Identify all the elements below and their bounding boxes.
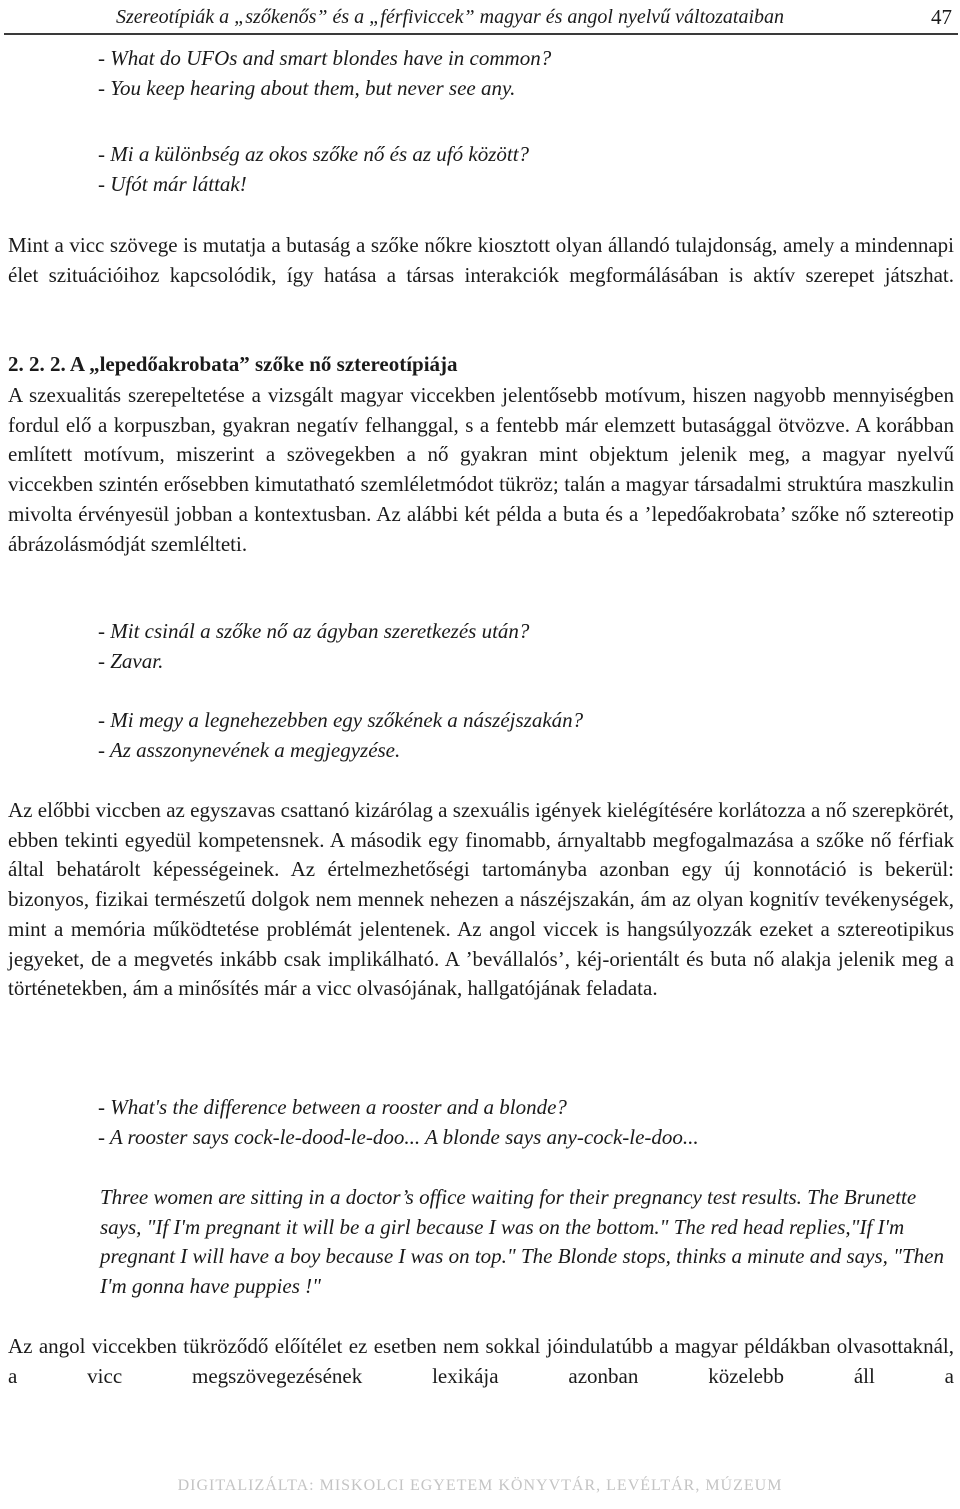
paragraph-butasag: Mint a vicc szövege is mutatja a butaság a szőke nőkre kiosztott olyan állandó tulajdonság, amely a mindennapi élet szituációihoz kapcsolódik, így hatása a társas interakciók megformálásában is aktív szerepet játszhat.	[8, 233, 954, 287]
joke-answer: - Az asszonynevének a megjegyzése.	[98, 737, 401, 762]
joke-naszejszaka	[98, 706, 583, 765]
joke-agyban	[98, 617, 529, 676]
joke-rooster	[98, 1093, 699, 1152]
paragraph-elobbi-vicc: Az előbbi viccben az egyszavas csattanó kizárólag a szexuális igények kielégítésére korlátozza a nő szerepkörét, ebben tekinti egyedül kompetensnek. A második egy finomabb, árnyaltabb megfogalmazása a szőke nő férfiak által behatárolt képességeinek. Az értelmezhetőségi tartományba azonban egy új konnotáció is bekerül: bizonyos, fizikai természetű dolgok nem mennek nehezen a nászéjszakán, ám az olyan kognitív tevékenységek, mint a memória működtetése problémát jelentenek. Az angol viccek is hangsúlyozzák ezeket a sztereotipikus jegyeket, de a megvetés inkább csak implikálható. A ’bevállalós’, kéj-orientált és buta nő alakja jelenik meg a történetekben, ám a minősítés már a vicc olvasójának, hallgatójának feladata.	[8, 798, 954, 1001]
joke-answer: - Ufót már láttak!	[98, 171, 247, 196]
joke-answer: - A rooster says cock-le-dood-le-doo... A blonde says any-cock-le-doo...	[98, 1124, 699, 1149]
section-heading: 2. 2. 2. A „lepedőakrobata” szőke nő sztereotípiája	[8, 352, 458, 376]
story-pregnancy-test: Three women are sitting in a doctor’s office waiting for their pregnancy test results. The Brunette says, "If I'm pregnant it will be a girl because I was on the bottom." The red head replies,"If I'm pregnant I will have a boy because I was on top." The Blonde stops, thinks a minute and says, "Then I'm gonna have puppies !"	[100, 1185, 944, 1299]
joke-answer: - You keep hearing about them, but never see any.	[98, 75, 516, 100]
joke-ufo-english	[98, 44, 551, 103]
joke-question: - What do UFOs and smart blondes have in common?	[98, 46, 552, 70]
header-rule	[4, 33, 958, 35]
joke-question: - What's the difference between a rooster and a blonde?	[98, 1095, 567, 1119]
joke-question: - Mi a különbség az okos szőke nő és az ufó között?	[98, 142, 530, 166]
paragraph-angol-viccek: Az angol viccekben tükröződő előítélet ez esetben nem sokkal jóindulatúbb a magyar példákban olvasottaknál, a vicc megszövegezésének lexikája azonban közelebb áll a	[8, 1334, 954, 1388]
digitization-footer: DIGITALIZÁLTA: MISKOLCI EGYETEM KÖNYVTÁR, LEVÉLTÁR, MÚZEUM	[177, 1477, 783, 1494]
paragraph-szexualitas: A szexualitás szerepeltetése a vizsgált magyar viccekben jelentősebb motívum, hiszen nagyobb mennyiségben fordul elő a korpuszban, gyakran negatív felhanggal, s a fentebb már elemzett butasággal ötvözve. A korábban említett motívum, miszerint a szövegekben a nő gyakran mint objektum jelenik meg, a magyar nyelvű viccekben szintén erősebben kimutatható szemléletmódot tükröz; talán a magyar társadalmi struktúra maszkulin mivolta érvényesül jobban a kontextusban. Az alábbi két példa a buta és a ’lepedőakrobata’ szőke nő sztereotip ábrázolásmódját szemlélteti.	[8, 383, 954, 556]
running-title: Szereotípiák a „szőkenős” és a „férfiviccek” magyar és angol nyelvű változataiban	[116, 6, 785, 28]
joke-question: - Mi megy a legnehezebben egy szőkének a nászéjszakán?	[98, 708, 584, 732]
joke-answer: - Zavar.	[98, 648, 164, 673]
page-number: 47	[931, 5, 952, 29]
joke-ufo-hungarian	[98, 140, 529, 199]
joke-question: - Mit csinál a szőke nő az ágyban szeretkezés után?	[98, 619, 530, 643]
